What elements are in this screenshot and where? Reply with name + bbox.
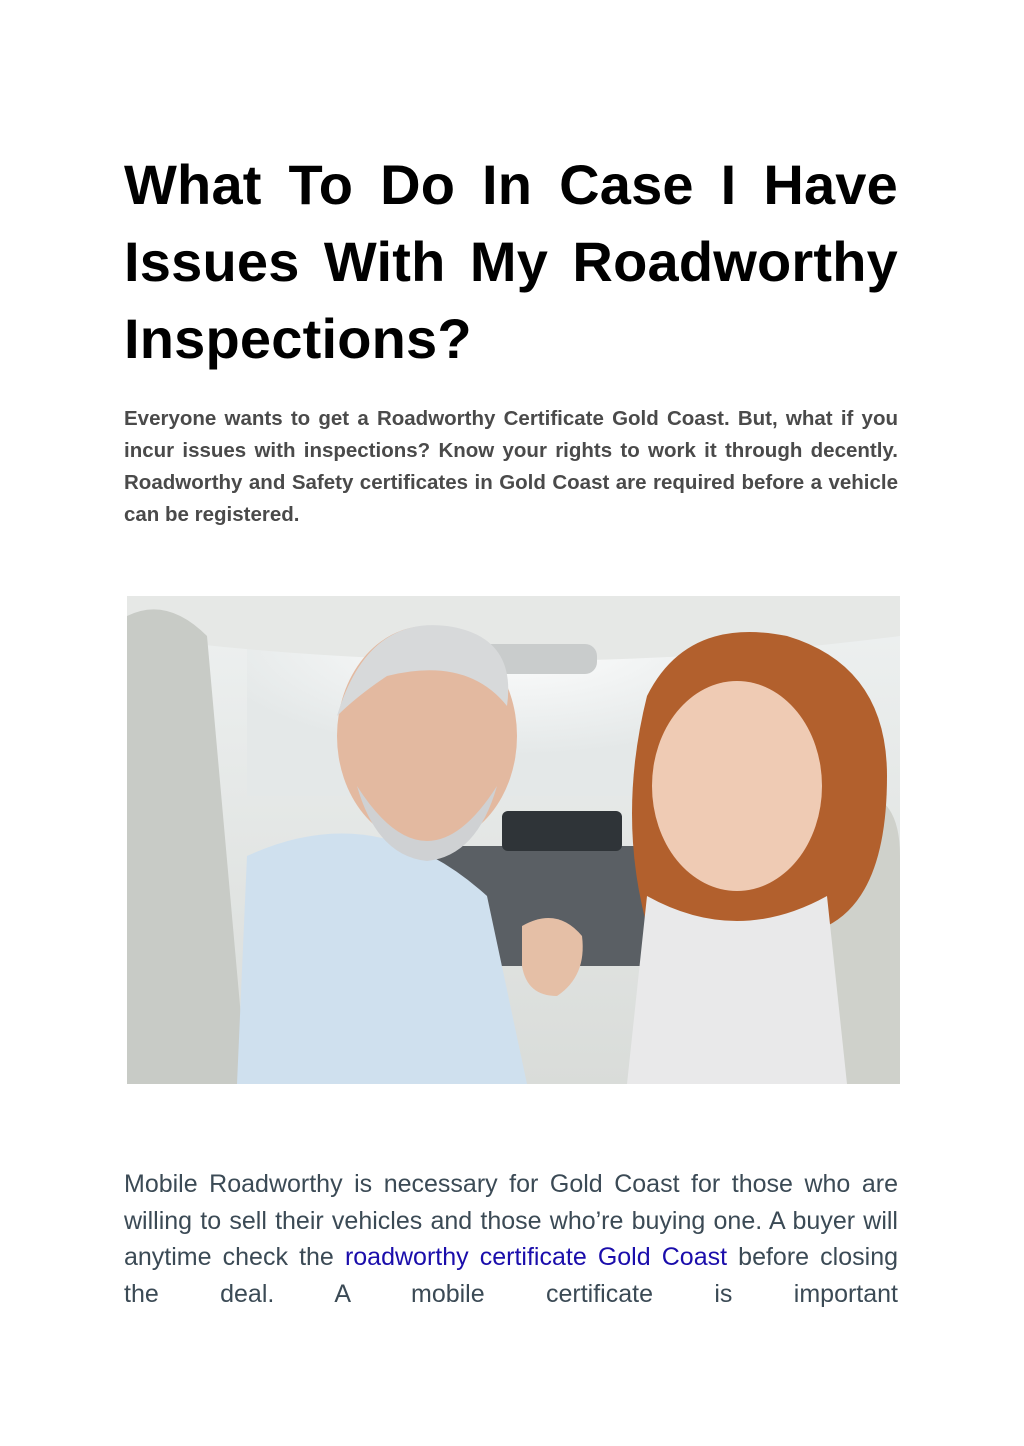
body-text-before-link: Mobile Roadworthy is necessary for Gold Coast for those who are willing to sell their vehicles and those who’re buying one. A buyer will anytime check the <box>124 1170 898 1271</box>
intro-paragraph: Everyone wants to get a Roadworthy Certificate Gold Coast. But, what if you incur issues with inspections? Know your rights to work it through decently. Roadworthy and Safety certificates in Gold Coast are required before a vehicle can be registered. <box>124 407 898 526</box>
page-title: What To Do In Case I Have Issues With My Roadworthy Inspections? <box>124 153 898 370</box>
body-text-after-link: before closing the deal. A mobile certificate is important <box>124 1243 898 1308</box>
woman-top <box>627 896 847 1084</box>
dashboard-screen <box>502 811 622 851</box>
woman-face <box>652 681 822 891</box>
roadworthy-certificate-link[interactable]: roadworthy certificate Gold Coast <box>344 1243 728 1271</box>
body-paragraph <box>124 1166 898 1312</box>
car-interior-photo <box>127 596 900 1084</box>
document-page <box>124 146 898 531</box>
